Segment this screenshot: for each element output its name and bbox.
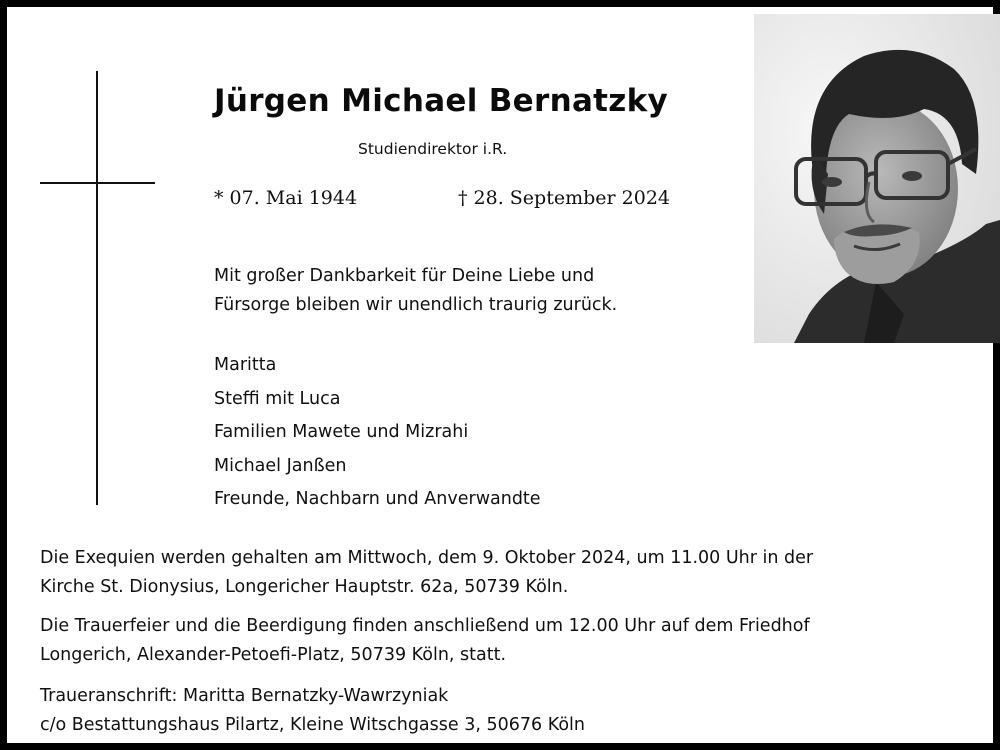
mourner-entry: Freunde, Nachbarn und Anverwandte bbox=[214, 489, 541, 509]
deceased-title: Studiendirektor i.R. bbox=[358, 140, 508, 158]
mourner-entry: Maritta bbox=[214, 355, 277, 375]
death-date: † 28. September 2024 bbox=[458, 187, 670, 209]
verse-line: Mit großer Dankbarkeit für Deine Liebe und bbox=[214, 266, 595, 286]
burial-line: Die Trauerfeier und die Beerdigung finden anschließend um 12.00 Uhr auf dem Friedhof bbox=[40, 616, 810, 636]
memorial-verse bbox=[214, 262, 617, 320]
exequien-line: Die Exequien werden gehalten am Mittwoch, dem 9. Oktober 2024, um 11.00 Uhr in der bbox=[40, 548, 814, 568]
verse-line: Fürsorge bleiben wir unendlich traurig zurück. bbox=[214, 295, 618, 315]
cross-vertical-beam bbox=[96, 71, 98, 505]
cross-horizontal-beam bbox=[40, 182, 155, 184]
address-line: Traueranschrift: Maritta Bernatzky-Wawrzyniak bbox=[40, 686, 449, 706]
deceased-name: Jürgen Michael Bernatzky bbox=[214, 83, 669, 119]
address-line: c/o Bestattungshaus Pilartz, Kleine Witschgasse 3, 50676 Köln bbox=[40, 715, 585, 735]
birth-date: * 07. Mai 1944 bbox=[214, 187, 358, 209]
burial-line: Longerich, Alexander-Petoefi-Platz, 50739 Köln, statt. bbox=[40, 645, 507, 665]
portrait-photo bbox=[754, 14, 1000, 343]
mourner-entry: Steffi mit Luca bbox=[214, 388, 341, 409]
mourning-address bbox=[40, 682, 585, 740]
exequien-line: Kirche St. Dionysius, Longericher Hauptstr. 62a, 50739 Köln. bbox=[40, 577, 569, 597]
burial-paragraph bbox=[40, 612, 810, 670]
mourners-list bbox=[214, 349, 541, 517]
mourner-entry: Familien Mawete und Mizrahi bbox=[214, 422, 469, 442]
exequien-paragraph bbox=[40, 544, 813, 602]
mourner-entry: Michael Janßen bbox=[214, 455, 347, 476]
